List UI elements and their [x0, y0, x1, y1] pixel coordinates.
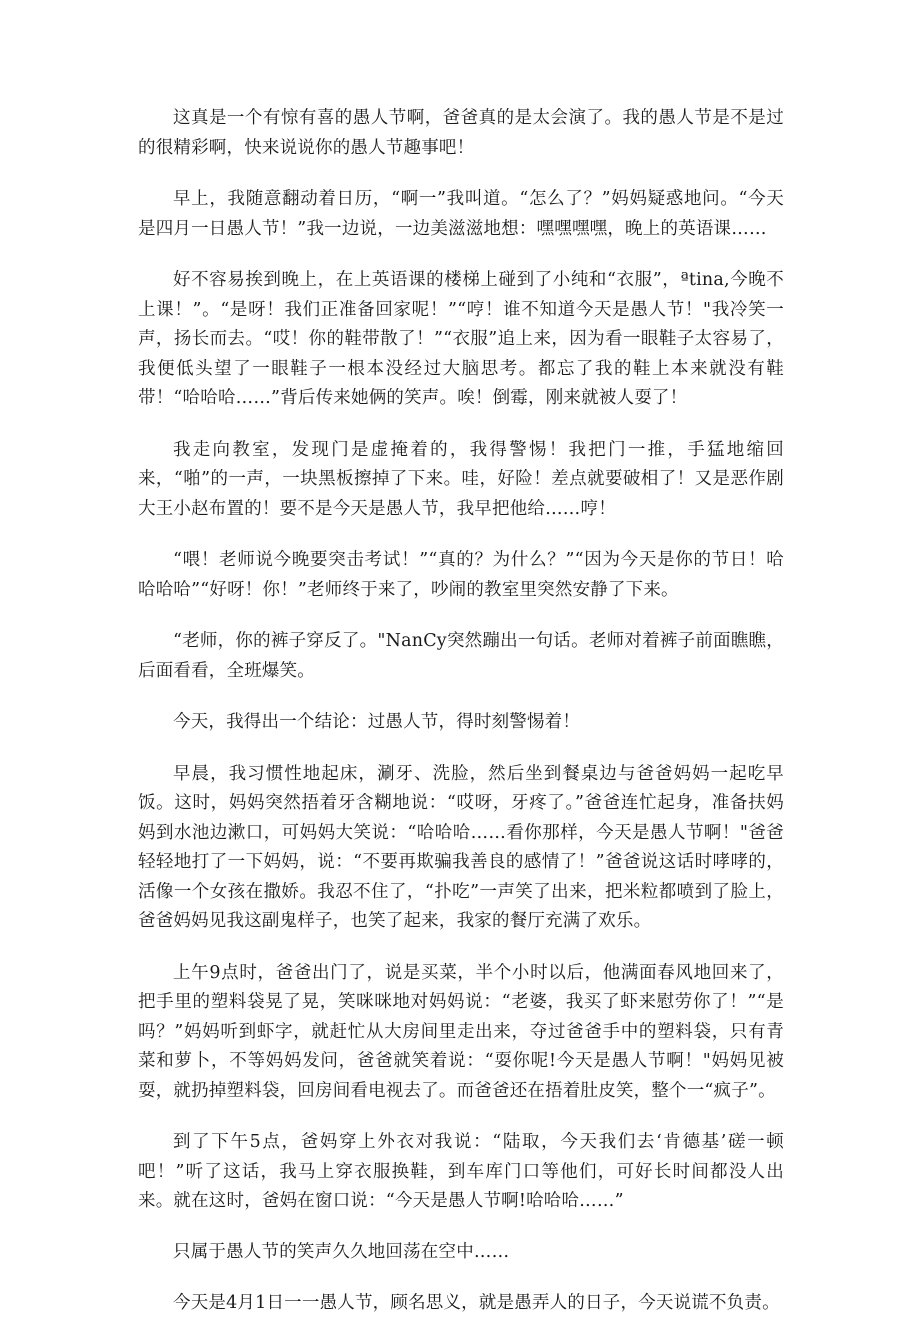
paragraph-11: 只属于愚人节的笑声久久地回荡在空中……: [173, 1241, 510, 1262]
paragraph-3: 好不容易挨到晚上，在上英语课的楼梯上碰到了小纯和“衣服”，ªtina,今晚不上课！”。“是呀！我们正准备回家呢！”“哼！谁不知道今天是愚人节！"我冷笑一声，扬长而去。“哎！你的鞋带散了！”“衣服”追上来，因为看一眼鞋子太容易了，我便低头望了一眼鞋子一根本没经过大脑思考。都忘了我的鞋上本来就没有鞋带！“哈哈哈……”背后传来她俩的笑声。唉！倒霉，刚来就被人耍了！: [138, 270, 784, 408]
paragraph-6: “老师，你的裤子穿反了。"NanCy突然蹦出一句话。老师对着裤子前面瞧瞧，后面看看，全班爆笑。: [138, 631, 784, 681]
paragraph-1: 这真是一个有惊有喜的愚人节啊，爸爸真的是太会演了。我的愚人节是不是过的很精彩啊，快来说说你的愚人节趣事吧！: [138, 108, 784, 158]
paragraph-5: “喂！老师说今晚要突击考试！”“真的？为什么？”“因为今天是你的节日！哈哈哈哈”“好呀！你！”老师终于来了，吵闹的教室里突然安静了下来。: [138, 550, 784, 600]
paragraph-4: 我走向教室，发现门是虚掩着的，我得警惕！我把门一推，手猛地缩回来，“啪”的一声，一块黑板擦掉了下来。哇，好险！差点就要破相了！又是恶作剧大王小赵布置的！要不是今天是愚人节，我早把他给……哼！: [138, 439, 784, 519]
paragraph-8: 早晨，我习惯性地起床，涮牙、洗脸，然后坐到餐桌边与爸爸妈妈一起吃早饭。这时，妈妈突然捂着牙含糊地说：“哎呀，牙疼了。”爸爸连忙起身，准备扶妈妈到水池边漱口，可妈妈大笑说：“哈哈哈……看你那样，今天是愚人节啊！"爸爸轻轻地打了一下妈妈，说：“不要再欺骗我善良的感情了！”爸爸说这话时哮哮的，活像一个女孩在撒娇。我忍不住了，“扑吃”一声笑了出来，把米粒都喷到了脸上，爸爸妈妈见我这副鬼样子，也笑了起来，我家的餐厅充满了欢乐。: [138, 763, 784, 931]
paragraph-2: 早上，我随意翻动着日历，“啊一”我叫道。“怎么了？”妈妈疑惑地问。“今天是四月一日愚人节！”我一边说，一边美滋滋地想：嘿嘿嘿嘿，晚上的英语课……: [138, 189, 784, 239]
paragraph-9: 上午9点时，爸爸出门了，说是买菜，半个小时以后，他满面春风地回来了，把手里的塑料袋晃了晃，笑咪咪地对妈妈说：“老婆，我买了虾来慰劳你了！”“是吗？”妈妈听到虾字，就赶忙从大房间里走出来，夺过爸爸手中的塑料袋，只有青菜和萝卜，不等妈妈发问，爸爸就笑着说：“耍你呢!今天是愚人节啊！"妈妈见被耍，就扔掉塑料袋，回房间看电视去了。而爸爸还在捂着肚皮笑，整个一“疯子”。: [138, 962, 784, 1101]
paragraph-7: 今天，我得出一个结论：过愚人节，得时刻警惕着！: [173, 712, 581, 732]
paragraph-10: 到了下午5点，爸妈穿上外衣对我说：“陆取，今天我们去‘肯德基’磋一顿吧！”听了这话，我马上穿衣服换鞋，到车库门口等他们，可好长时间都没人出来。就在这时，爸妈在窗口说：“今天是愚人节啊!哈哈哈……”: [138, 1132, 784, 1211]
article-body: [138, 104, 784, 1341]
paragraph-12: 今天是4月1日一一愚人节，顾名思义，就是愚弄人的日子，今天说谎不负责。: [173, 1293, 780, 1313]
